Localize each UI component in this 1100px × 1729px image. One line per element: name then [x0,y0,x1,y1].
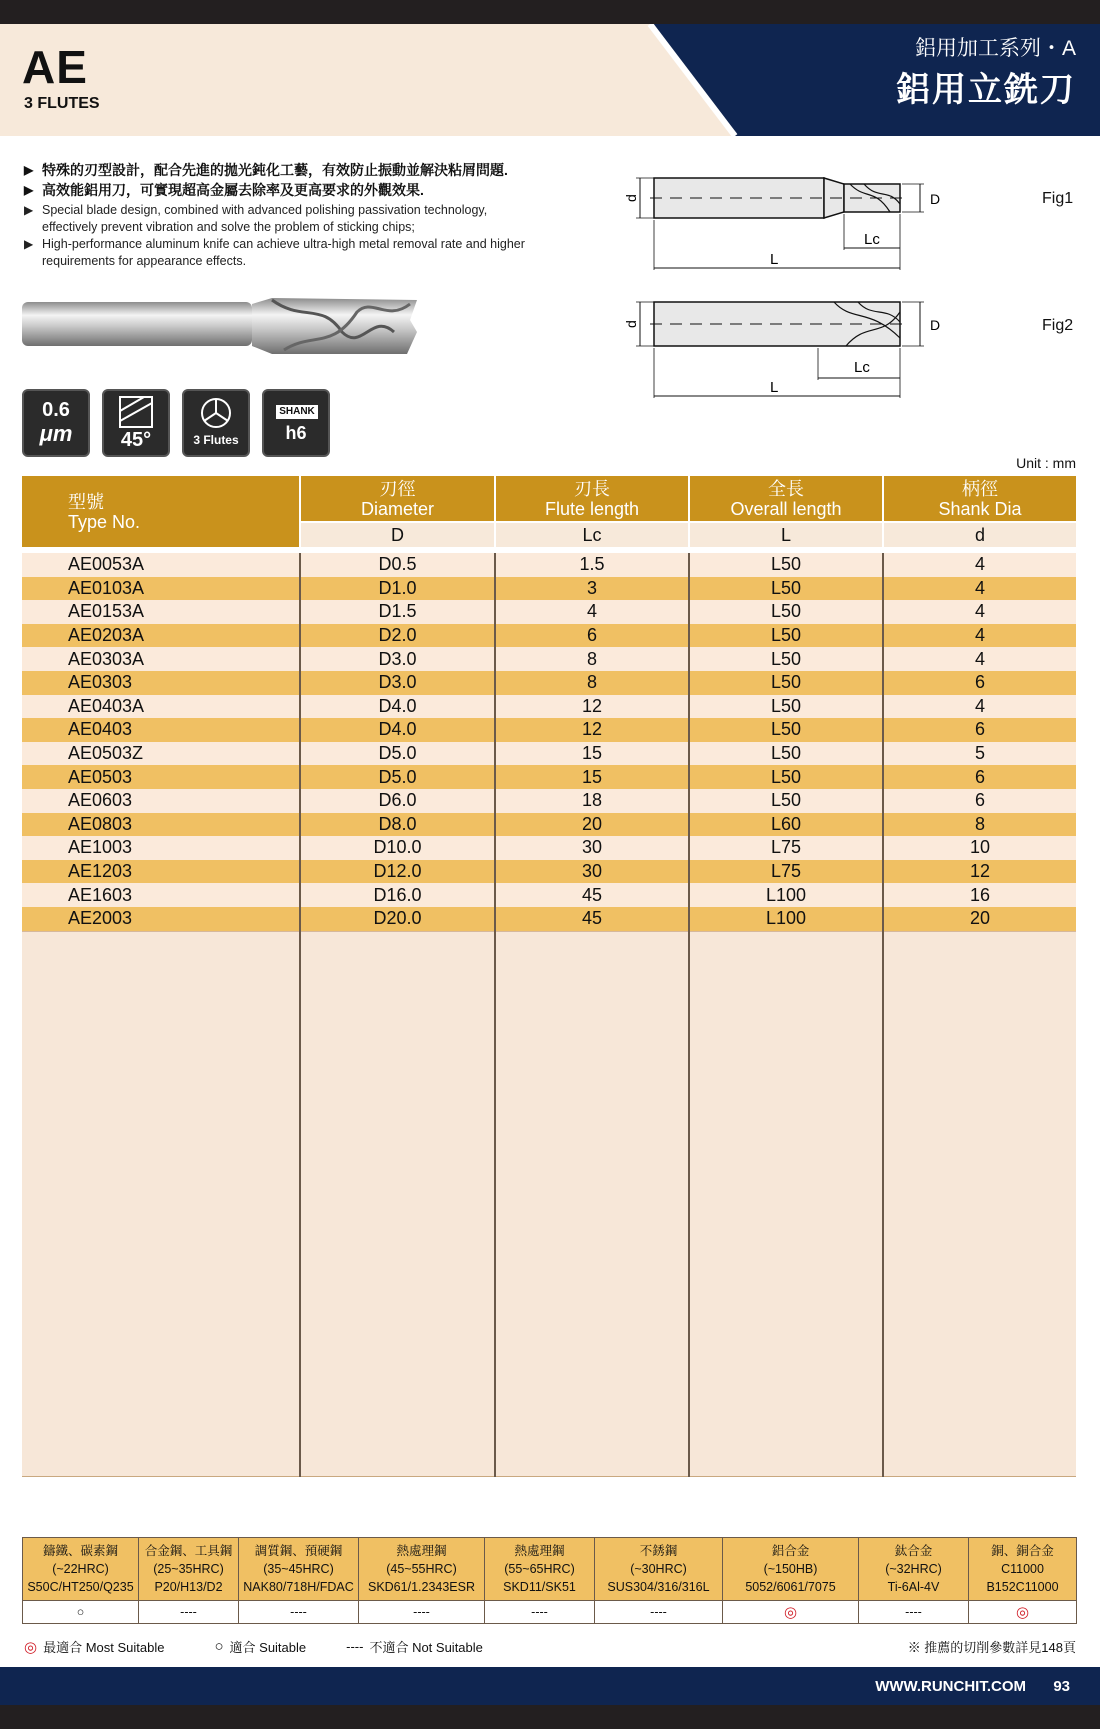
feature-en-1: ▶ Special blade design, combined with advanced polishing passivation technology, effectively prevent vibration and solve the problem of sticking chips; [24,203,488,234]
material-cell: 銅、銅合金 C11000 B152C11000 [969,1538,1077,1601]
table-cell: L60 [689,813,883,837]
table-cell: 4 [883,600,1076,624]
table-row [22,813,1076,837]
table-cell: D5.0 [300,742,495,766]
table-cell: 1.5 [495,553,689,577]
table-cell: 6 [495,624,689,648]
table-cell: 45 [495,883,689,907]
table-cell: AE0503 [22,765,300,789]
table-cell: 8 [495,647,689,671]
fig1-Lc-label: Lc [864,231,880,248]
table-row [22,553,1076,577]
suitability-cell: ◎ [969,1601,1077,1624]
material-cell: 熱處理鋼 (45~55HRC) SKD61/1.2343ESR [359,1538,485,1601]
table-cell: D1.5 [300,600,495,624]
table-cell: D4.0 [300,718,495,742]
table-cell: D4.0 [300,695,495,719]
shank-label: SHANK [276,405,318,419]
table-row [22,718,1076,742]
end-mill-photo [22,292,417,362]
table-cell: L75 [689,836,883,860]
material-cell: 調質鋼、預硬鋼 (35~45HRC) NAK80/718H/FDAC [239,1538,359,1601]
table-cell: L50 [689,577,883,601]
series-category: 鋁用加工系列・A [914,37,1076,60]
table-row [22,695,1076,719]
material-cell: 合金鋼、工具鋼 (25~35HRC) P20/H13/D2 [139,1538,239,1601]
table-row [22,671,1076,695]
table-cell: L50 [689,765,883,789]
fig1-drawing [620,160,1060,280]
table-row [22,789,1076,813]
table-cell: L50 [689,789,883,813]
fig2-label: Fig2 [1042,317,1074,334]
fig2-drawing [620,288,1060,408]
arrow-icon: ▶ [24,163,34,177]
header-flute-length: 刃長 Flute length [495,476,689,522]
material-table [22,1537,1077,1624]
table-row [22,883,1076,907]
feature-badges [22,389,330,457]
spec-header-row [22,476,1076,522]
table-cell: D3.0 [300,671,495,695]
page-number: 93 [1053,1678,1070,1695]
suitable-icon: ○ [214,1638,224,1655]
table-cell: L50 [689,695,883,719]
helix-angle-badge [102,389,170,457]
table-cell: AE0403A [22,695,300,719]
table-cell: L50 [689,671,883,695]
table-row [22,600,1076,624]
material-cell: 不銹鋼 (~30HRC) SUS304/316/316L [595,1538,723,1601]
spec-table [22,476,1076,1477]
suitability-cell: ---- [139,1601,239,1624]
table-row [22,860,1076,884]
series-code: AE [22,41,88,93]
symbol-D: D [300,522,495,547]
features-list [24,160,584,270]
table-cell: 4 [883,695,1076,719]
table-cell: AE2003 [22,907,300,931]
table-cell: 20 [495,813,689,837]
website-link[interactable]: WWW.RUNCHIT.COM [875,1678,1026,1695]
table-row [22,577,1076,601]
table-cell: 8 [883,813,1076,837]
feature-zh-1: ▶ 特殊的刃型設計，配合先進的拋光鈍化工藝，有效防止振動並解決粘屑問題. [24,162,508,178]
cutting-params-note: ※ 推薦的切削參數詳見148頁 [907,1640,1076,1655]
arrow-icon: ▶ [24,203,34,217]
table-cell: AE0103A [22,577,300,601]
table-cell: 8 [495,671,689,695]
arrow-icon: ▶ [24,183,34,197]
shank-badge [262,389,330,457]
suitability-cell: ○ [23,1601,139,1624]
fig2-d-label: d [623,320,639,328]
legend-not-suitable: 不適合 Not Suitable [369,1640,483,1655]
series-flutes: 3 FLUTES [24,95,100,112]
table-cell: 3 [495,577,689,601]
table-cell: L100 [689,907,883,931]
table-cell: D10.0 [300,836,495,860]
table-cell: 10 [883,836,1076,860]
legend [24,1637,489,1656]
table-cell: L50 [689,600,883,624]
table-cell: AE0153A [22,600,300,624]
table-cell: AE0203A [22,624,300,648]
table-cell: L75 [689,860,883,884]
table-cell: 18 [495,789,689,813]
table-cell: 45 [495,907,689,931]
table-cell: 16 [883,883,1076,907]
feature-zh-2: ▶ 高效能鋁用刀，可實現超高金屬去除率及更高要求的外觀效果. [24,182,424,198]
table-cell: 6 [883,671,1076,695]
table-cell: AE1203 [22,860,300,884]
shank-tolerance: h6 [285,423,307,443]
table-cell: 6 [883,718,1076,742]
fig2-Lc-label: Lc [854,359,870,376]
fig2-D-label: D [930,317,941,333]
table-row [22,907,1076,931]
symbol-L: L [689,522,883,547]
table-cell: 20 [883,907,1076,931]
table-cell: AE0303A [22,647,300,671]
table-cell: D20.0 [300,907,495,931]
table-cell: D2.0 [300,624,495,648]
table-cell: AE0803 [22,813,300,837]
header-shank-dia: 柄徑 Shank Dia [883,476,1076,522]
table-row [22,647,1076,671]
table-cell: 6 [883,789,1076,813]
material-cell: 鋁合金 (~150HB) 5052/6061/7075 [723,1538,859,1601]
table-cell: 12 [883,860,1076,884]
table-row [22,624,1076,648]
fig1-label: Fig1 [1042,190,1074,207]
fig1-L-label: L [770,251,779,268]
three-flute-icon [184,393,248,433]
not-suitable-icon: ---- [346,1639,364,1654]
table-cell: L50 [689,742,883,766]
symbol-Lc: Lc [495,522,689,547]
table-cell: 30 [495,836,689,860]
table-cell: 6 [883,765,1076,789]
table-cell: AE0303 [22,671,300,695]
table-cell: D3.0 [300,647,495,671]
table-cell: 30 [495,860,689,884]
arrow-icon: ▶ [24,237,34,251]
material-cell: 熱處理鋼 (55~65HRC) SKD11/SK51 [485,1538,595,1601]
most-suitable-icon: ◎ [24,1638,38,1656]
table-cell: 12 [495,718,689,742]
suitability-cell: ---- [239,1601,359,1624]
fig1-D-label: D [930,191,941,207]
bottom-strip [0,1705,1100,1729]
table-cell: 4 [883,553,1076,577]
table-cell: 5 [883,742,1076,766]
suitability-cell: ---- [485,1601,595,1624]
suitability-cell: ---- [859,1601,969,1624]
material-row [23,1538,1077,1601]
table-cell: 12 [495,695,689,719]
suitability-cell: ---- [595,1601,723,1624]
suitability-cell: ---- [359,1601,485,1624]
table-cell: 4 [883,647,1076,671]
product-name: 鋁用立銑刀 [896,71,1076,109]
legend-suitable: 適合 Suitable [229,1640,307,1655]
table-row [22,742,1076,766]
table-filler [22,931,1076,1476]
material-cell: 鑄鐵、碳素鋼 (~22HRC) S50C/HT250/Q235 [23,1538,139,1601]
top-bar [0,0,1100,24]
table-cell: D5.0 [300,765,495,789]
table-cell: L100 [689,883,883,907]
table-cell: 4 [883,577,1076,601]
table-cell: AE0403 [22,718,300,742]
feature-en-2: ▶ High-performance aluminum knife can achieve ultra-high metal removal rate and higher requirements for appearance effects. [24,237,525,268]
table-cell: AE0603 [22,789,300,813]
table-cell: D1.0 [300,577,495,601]
table-cell: 15 [495,765,689,789]
table-cell: 4 [883,624,1076,648]
surface-unit: μm [39,421,73,446]
table-cell: D0.5 [300,553,495,577]
table-cell: AE1603 [22,883,300,907]
flutes-value: 3 Flutes [193,433,239,447]
flutes-badge [182,389,250,457]
symbol-d: d [883,522,1076,547]
table-cell: AE0053A [22,553,300,577]
table-cell: D16.0 [300,883,495,907]
fig1-d-label: d [623,194,639,202]
table-cell: AE0503Z [22,742,300,766]
surface-finish-badge [22,389,90,457]
table-cell: D6.0 [300,789,495,813]
helix-value: 45° [120,429,152,451]
surface-value: 0.6 [42,399,70,421]
table-cell: D8.0 [300,813,495,837]
table-row [22,836,1076,860]
suitability-cell: ◎ [723,1601,859,1624]
table-cell: 15 [495,742,689,766]
table-cell: AE1003 [22,836,300,860]
suitability-row [23,1601,1077,1624]
unit-label: Unit : mm [1016,455,1076,471]
header-type: 型號 Type No. [22,476,300,547]
legend-most: 最適合 Most Suitable [43,1640,165,1655]
header-diameter: 刃徑 Diameter [300,476,495,522]
fig2-L-label: L [770,379,779,396]
table-cell: 4 [495,600,689,624]
table-cell: L50 [689,624,883,648]
material-cell: 鈦合金 (~32HRC) Ti-6Al-4V [859,1538,969,1601]
header-overall-length: 全長 Overall length [689,476,883,522]
table-cell: L50 [689,647,883,671]
table-cell: D12.0 [300,860,495,884]
table-cell: L50 [689,718,883,742]
table-row [22,765,1076,789]
table-cell: L50 [689,553,883,577]
